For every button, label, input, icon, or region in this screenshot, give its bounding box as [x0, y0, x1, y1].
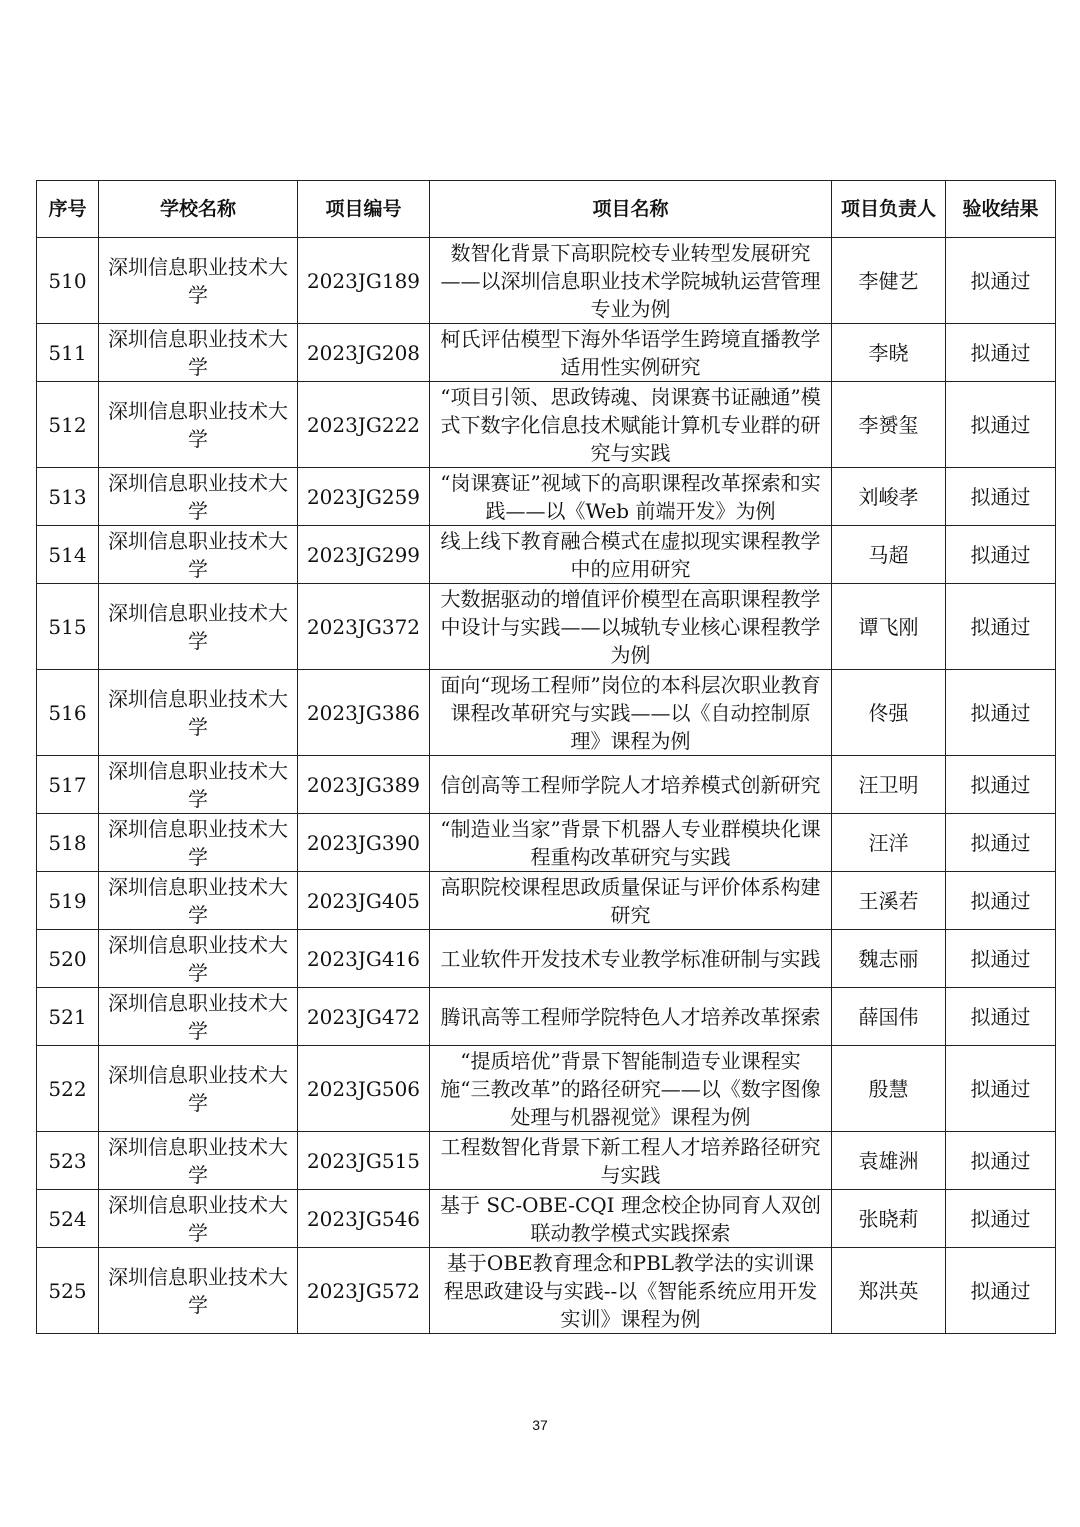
cell-seq: 516 [37, 670, 99, 756]
cell-result: 拟通过 [946, 468, 1056, 526]
table-row [37, 1190, 1056, 1248]
cell-result: 拟通过 [946, 1132, 1056, 1190]
cell-leader: 李健艺 [832, 238, 946, 324]
cell-code: 2023JG515 [298, 1132, 430, 1190]
cell-project-name: 大数据驱动的增值评价模型在高职课程教学中设计与实践——以城轨专业核心课程教学为例 [430, 584, 832, 670]
cell-project-name: 基于OBE教育理念和PBL教学法的实训课程思政建设与实践--以《智能系统应用开发实训》课程为例 [430, 1248, 832, 1334]
cell-seq: 514 [37, 526, 99, 584]
page-number: 37 [532, 1417, 548, 1433]
cell-project-name: 工业软件开发技术专业教学标准研制与实践 [430, 930, 832, 988]
table-row [37, 526, 1056, 584]
cell-seq: 520 [37, 930, 99, 988]
cell-code: 2023JG208 [298, 324, 430, 382]
cell-leader: 王溪若 [832, 872, 946, 930]
header-seq: 序号 [37, 181, 99, 238]
cell-school: 深圳信息职业技术大学 [99, 468, 298, 526]
cell-result: 拟通过 [946, 1046, 1056, 1132]
cell-leader: 袁雄洲 [832, 1132, 946, 1190]
cell-leader: 马超 [832, 526, 946, 584]
cell-school: 深圳信息职业技术大学 [99, 1132, 298, 1190]
cell-seq: 518 [37, 814, 99, 872]
table-row [37, 324, 1056, 382]
cell-code: 2023JG572 [298, 1248, 430, 1334]
table-row [37, 670, 1056, 756]
cell-code: 2023JG386 [298, 670, 430, 756]
cell-seq: 519 [37, 872, 99, 930]
table-row [37, 872, 1056, 930]
cell-code: 2023JG472 [298, 988, 430, 1046]
cell-school: 深圳信息职业技术大学 [99, 1190, 298, 1248]
cell-seq: 515 [37, 584, 99, 670]
cell-code: 2023JG372 [298, 584, 430, 670]
cell-leader: 谭飞刚 [832, 584, 946, 670]
cell-result: 拟通过 [946, 756, 1056, 814]
cell-school: 深圳信息职业技术大学 [99, 382, 298, 468]
header-leader: 项目负责人 [832, 181, 946, 238]
cell-school: 深圳信息职业技术大学 [99, 988, 298, 1046]
table-row [37, 468, 1056, 526]
cell-code: 2023JG546 [298, 1190, 430, 1248]
cell-seq: 511 [37, 324, 99, 382]
cell-result: 拟通过 [946, 1248, 1056, 1334]
cell-project-name: 信创高等工程师学院人才培养模式创新研究 [430, 756, 832, 814]
header-result: 验收结果 [946, 181, 1056, 238]
cell-leader: 汪卫明 [832, 756, 946, 814]
cell-school: 深圳信息职业技术大学 [99, 670, 298, 756]
cell-school: 深圳信息职业技术大学 [99, 814, 298, 872]
cell-leader: 佟强 [832, 670, 946, 756]
cell-leader: 李赟玺 [832, 382, 946, 468]
cell-seq: 524 [37, 1190, 99, 1248]
table-row [37, 382, 1056, 468]
table-row [37, 1132, 1056, 1190]
cell-result: 拟通过 [946, 382, 1056, 468]
cell-school: 深圳信息职业技术大学 [99, 756, 298, 814]
cell-leader: 魏志丽 [832, 930, 946, 988]
cell-seq: 510 [37, 238, 99, 324]
cell-result: 拟通过 [946, 670, 1056, 756]
cell-school: 深圳信息职业技术大学 [99, 324, 298, 382]
cell-school: 深圳信息职业技术大学 [99, 526, 298, 584]
cell-leader: 薛国伟 [832, 988, 946, 1046]
cell-code: 2023JG222 [298, 382, 430, 468]
cell-project-name: 面向“现场工程师”岗位的本科层次职业教育课程改革研究与实践——以《自动控制原理》课程为例 [430, 670, 832, 756]
cell-seq: 525 [37, 1248, 99, 1334]
cell-result: 拟通过 [946, 324, 1056, 382]
header-name: 项目名称 [430, 181, 832, 238]
cell-project-name: 柯氏评估模型下海外华语学生跨境直播教学适用性实例研究 [430, 324, 832, 382]
cell-result: 拟通过 [946, 1190, 1056, 1248]
table-row [37, 1248, 1056, 1334]
cell-school: 深圳信息职业技术大学 [99, 930, 298, 988]
cell-project-name: 基于 SC-OBE-CQI 理念校企协同育人双创联动教学模式实践探索 [430, 1190, 832, 1248]
cell-project-name: 线上线下教育融合模式在虚拟现实课程教学中的应用研究 [430, 526, 832, 584]
cell-school: 深圳信息职业技术大学 [99, 872, 298, 930]
cell-project-name: 腾讯高等工程师学院特色人才培养改革探索 [430, 988, 832, 1046]
table-row [37, 238, 1056, 324]
cell-result: 拟通过 [946, 238, 1056, 324]
project-table [36, 180, 1056, 1334]
cell-seq: 513 [37, 468, 99, 526]
cell-project-name: 工程数智化背景下新工程人才培养路径研究与实践 [430, 1132, 832, 1190]
cell-project-name: “提质培优”背景下智能制造专业课程实施“三教改革”的路径研究——以《数字图像处理与机器视觉》课程为例 [430, 1046, 832, 1132]
cell-project-name: “项目引领、思政铸魂、岗课赛书证融通”模式下数字化信息技术赋能计算机专业群的研究与实践 [430, 382, 832, 468]
cell-leader: 郑洪英 [832, 1248, 946, 1334]
cell-code: 2023JG389 [298, 756, 430, 814]
cell-seq: 517 [37, 756, 99, 814]
cell-project-name: “制造业当家”背景下机器人专业群模块化课程重构改革研究与实践 [430, 814, 832, 872]
table-row [37, 756, 1056, 814]
cell-seq: 521 [37, 988, 99, 1046]
cell-leader: 殷慧 [832, 1046, 946, 1132]
cell-result: 拟通过 [946, 814, 1056, 872]
table-row [37, 988, 1056, 1046]
cell-result: 拟通过 [946, 930, 1056, 988]
cell-project-name: 高职院校课程思政质量保证与评价体系构建研究 [430, 872, 832, 930]
cell-code: 2023JG405 [298, 872, 430, 930]
header-school: 学校名称 [99, 181, 298, 238]
cell-seq: 512 [37, 382, 99, 468]
cell-code: 2023JG390 [298, 814, 430, 872]
cell-code: 2023JG189 [298, 238, 430, 324]
cell-seq: 522 [37, 1046, 99, 1132]
cell-leader: 汪洋 [832, 814, 946, 872]
cell-leader: 刘峻孝 [832, 468, 946, 526]
cell-code: 2023JG506 [298, 1046, 430, 1132]
cell-code: 2023JG259 [298, 468, 430, 526]
header-code: 项目编号 [298, 181, 430, 238]
table-row [37, 814, 1056, 872]
cell-result: 拟通过 [946, 872, 1056, 930]
cell-leader: 李晓 [832, 324, 946, 382]
table-row [37, 584, 1056, 670]
cell-school: 深圳信息职业技术大学 [99, 238, 298, 324]
cell-result: 拟通过 [946, 526, 1056, 584]
cell-seq: 523 [37, 1132, 99, 1190]
cell-code: 2023JG299 [298, 526, 430, 584]
cell-school: 深圳信息职业技术大学 [99, 1248, 298, 1334]
cell-result: 拟通过 [946, 584, 1056, 670]
cell-project-name: 数智化背景下高职院校专业转型发展研究——以深圳信息职业技术学院城轨运营管理专业为例 [430, 238, 832, 324]
cell-code: 2023JG416 [298, 930, 430, 988]
table-body [37, 238, 1056, 1334]
cell-project-name: “岗课赛证”视域下的高职课程改革探索和实践——以《Web 前端开发》为例 [430, 468, 832, 526]
cell-school: 深圳信息职业技术大学 [99, 1046, 298, 1132]
table-row [37, 930, 1056, 988]
table-row [37, 1046, 1056, 1132]
header-row [37, 181, 1056, 238]
cell-result: 拟通过 [946, 988, 1056, 1046]
cell-school: 深圳信息职业技术大学 [99, 584, 298, 670]
cell-leader: 张晓莉 [832, 1190, 946, 1248]
